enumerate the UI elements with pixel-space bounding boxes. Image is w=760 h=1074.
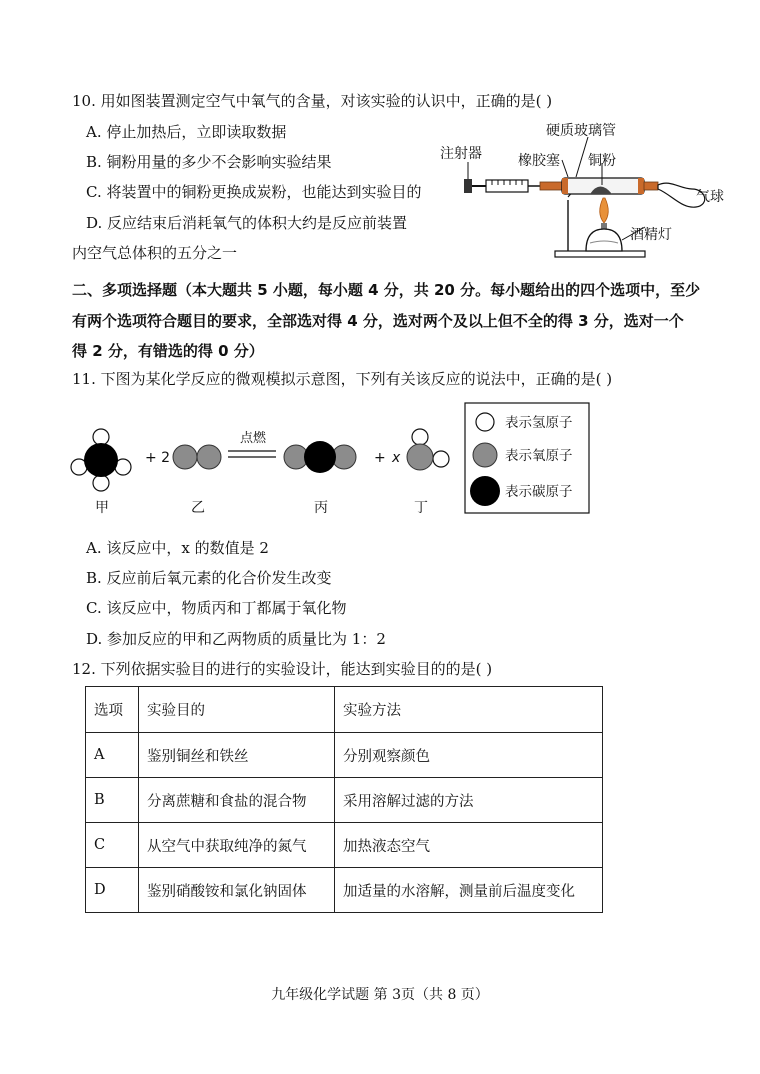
label-balloon: 气球 bbox=[696, 189, 724, 205]
coefficient-x: x bbox=[392, 450, 401, 466]
legend-hydrogen: 表示氢原子 bbox=[505, 415, 573, 431]
legend-carbon-swatch bbox=[470, 476, 500, 506]
header-option: 选项 bbox=[86, 687, 139, 733]
cell-method: 加适量的水溶解，测量前后温度变化 bbox=[335, 868, 603, 913]
table-row bbox=[86, 868, 603, 913]
cell-purpose: 鉴别硝酸铵和氯化钠固体 bbox=[139, 868, 335, 913]
q10-stem: 10. 用如图装置测定空气中氧气的含量，对该实验的认识中，正确的是( ) bbox=[72, 92, 553, 110]
plus-sign: + bbox=[374, 450, 386, 466]
q10-option-a[interactable]: A. 停止加热后，立即读取数据 bbox=[86, 123, 287, 141]
stand-base bbox=[555, 251, 645, 257]
rubber-connector-right bbox=[644, 182, 658, 190]
cell-purpose: 从空气中获取纯净的氮气 bbox=[139, 823, 335, 868]
cell-method: 加热液态空气 bbox=[335, 823, 603, 868]
reaction-diagram bbox=[60, 398, 620, 523]
label-jia: 甲 bbox=[95, 500, 109, 516]
table-row bbox=[86, 778, 603, 823]
label-copper-powder: 铜粉 bbox=[588, 153, 616, 169]
molecule-ding bbox=[407, 429, 449, 470]
legend-oxygen: 表示氧原子 bbox=[505, 448, 573, 464]
syringe bbox=[464, 179, 540, 193]
q11-option-b[interactable]: B. 反应前后氧元素的化合价发生改变 bbox=[86, 569, 332, 587]
legend-oxygen-swatch bbox=[473, 443, 497, 467]
molecule-yi bbox=[173, 445, 221, 469]
q10-option-c[interactable]: C. 将装置中的铜粉更换成炭粉，也能达到实验目的 bbox=[86, 183, 422, 201]
q11-option-c[interactable]: C. 该反应中，物质丙和丁都属于氧化物 bbox=[86, 599, 347, 617]
header-method: 实验方法 bbox=[335, 687, 603, 733]
section2-heading-line2: 有两个选项符合题目的要求，全部选对得 4 分，选对两个及以上但不全的得 3 分，选对一个 bbox=[72, 312, 684, 330]
rubber-connector-left bbox=[540, 182, 562, 190]
molecule-jia bbox=[71, 429, 131, 491]
q10-option-b[interactable]: B. 铜粉用量的多少不会影响实验结果 bbox=[86, 153, 332, 171]
legend-hydrogen-swatch bbox=[476, 413, 494, 431]
legend-carbon: 表示碳原子 bbox=[505, 484, 573, 500]
q11-option-a[interactable]: A. 该反应中，x 的数值是 2 bbox=[86, 539, 269, 557]
cell-option: C bbox=[86, 823, 139, 868]
alcohol-lamp bbox=[586, 229, 622, 251]
label-yi: 乙 bbox=[191, 500, 205, 516]
q11-stem: 11. 下图为某化学反应的微观模拟示意图，下列有关该反应的说法中，正确的是( ) bbox=[72, 370, 613, 388]
apparatus-figure bbox=[430, 115, 740, 265]
q12-stem: 12. 下列依据实验目的进行的实验设计，能达到实验目的的是( ) bbox=[72, 660, 493, 678]
section2-heading-line1: 二、多项选择题（本大题共 5 小题，每小题 4 分，共 20 分。每小题给出的四个选项中，至少 bbox=[72, 281, 701, 299]
table-header-row bbox=[86, 687, 603, 733]
label-hard-glass-tube: 硬质玻璃管 bbox=[546, 123, 616, 139]
section2-heading-line3: 得 2 分，有错选的得 0 分） bbox=[72, 342, 264, 360]
table-row bbox=[86, 823, 603, 868]
molecule-bing bbox=[284, 441, 356, 473]
coefficient-2: + 2 bbox=[145, 450, 171, 466]
cell-option: B bbox=[86, 778, 139, 823]
header-purpose: 实验目的 bbox=[139, 687, 335, 733]
rubber-stopper-right bbox=[638, 178, 644, 194]
label-syringe: 注射器 bbox=[440, 146, 482, 162]
cell-purpose: 分离蔗糖和食盐的混合物 bbox=[139, 778, 335, 823]
flame bbox=[600, 198, 609, 223]
cell-purpose: 鉴别铜丝和铁丝 bbox=[139, 733, 335, 778]
page-footer: 九年级化学试题 第 3页（共 8 页） bbox=[271, 987, 489, 1003]
label-ding: 丁 bbox=[414, 500, 428, 516]
cell-method: 采用溶解过滤的方法 bbox=[335, 778, 603, 823]
reaction-condition: 点燃 bbox=[240, 431, 267, 446]
cell-option: D bbox=[86, 868, 139, 913]
cell-method: 分别观察颜色 bbox=[335, 733, 603, 778]
table-row bbox=[86, 733, 603, 778]
q12-table bbox=[85, 686, 603, 913]
label-alcohol-lamp: 酒精灯 bbox=[630, 227, 672, 243]
q10-option-d-continued: 内空气总体积的五分之一 bbox=[72, 244, 238, 262]
q10-option-d[interactable]: D. 反应结束后消耗氧气的体积大约是反应前装置 bbox=[86, 214, 408, 232]
q11-option-d[interactable]: D. 参加反应的甲和乙两物质的质量比为 1：2 bbox=[86, 630, 386, 648]
label-bing: 丙 bbox=[314, 500, 328, 516]
legend bbox=[465, 403, 589, 513]
label-rubber-stopper: 橡胶塞 bbox=[518, 153, 560, 169]
cell-option: A bbox=[86, 733, 139, 778]
rubber-stopper-left bbox=[562, 178, 568, 194]
